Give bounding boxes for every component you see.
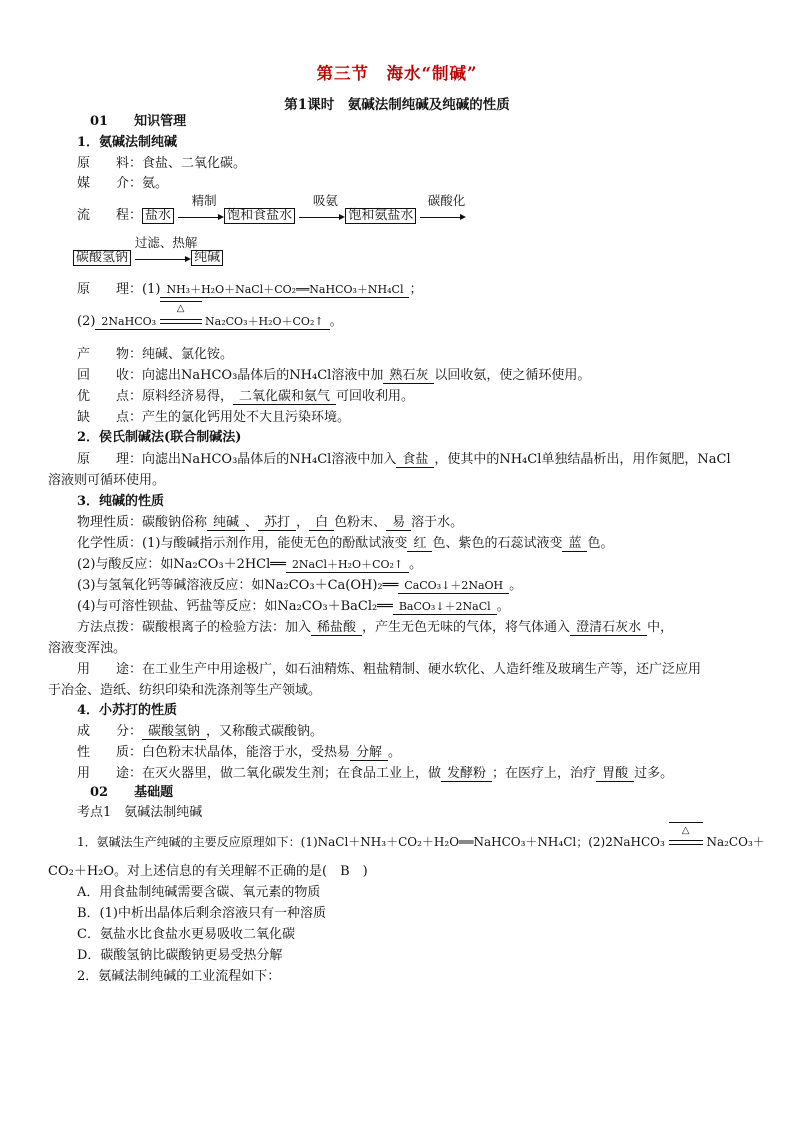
recovery-line: 回 收：向滤出NaHCO₃晶体后的NH₄Cl溶液中加 熟石灰 以回收氨，使之循环使用。 <box>77 368 591 383</box>
section-2-heading: 2．侯氏制碱法(联合制碱法) <box>77 430 242 445</box>
answer-blank: 二氧化碳和氨气 <box>233 390 336 405</box>
answer-blank: BaCO₃↓＋2NaCl <box>393 600 497 615</box>
hou-principle-line: 原 理：向滤出NaHCO₃晶体后的NH₄Cl溶液中加入 食盐 ，使其中的NH₄Cl单独结晶析出，用作氮肥，NaCl <box>77 452 731 467</box>
page-title: 第三节 海水“制碱” <box>316 64 478 83</box>
question-1-stem-line-2: CO₂＋H₂O。对上述信息的有关理解不正确的是( B ) <box>48 864 368 879</box>
lesson-subtitle: 第1课时 氨碱法制纯碱及纯碱的性质 <box>284 97 510 113</box>
heat-equals-sign: △ <box>160 315 202 329</box>
soda-uses-line-2: 于冶金、造纸、纺织印染和洗涤剂等生产领域。 <box>48 683 322 698</box>
section-4-heading: 4．小苏打的性质 <box>77 703 178 718</box>
question-2-stem: 2．氨碱法制纯碱的工业流程如下： <box>77 969 281 984</box>
answer-blank: 发酵粉 <box>441 767 492 782</box>
process-flow-line-2 <box>73 234 223 266</box>
answer-blank: 苏打 <box>258 516 296 531</box>
answer-blank: 胃酸 <box>596 767 634 782</box>
soda-uses-line: 用 途：在工业生产中用途极广，如石油精炼、粗盐精制、硬水软化、人造纤维及玻璃生产等，还广泛应用 <box>77 662 702 677</box>
physical-properties-line: 物理性质：碳酸钠俗称 纯碱 、 苏打 ， 白 色粉末、 易 溶于水。 <box>77 515 464 530</box>
answer-blank: 稀盐酸 <box>311 621 362 636</box>
advantage-line: 优 点：原料经济易得， 二氧化碳和氨气 可回收利用。 <box>77 389 415 404</box>
base-reaction-line: (3)与氢氧化钙等碱溶液反应：如Na₂CO₃＋Ca(OH)₂══ CaCO₃↓＋2NaOH 。 <box>77 578 523 593</box>
answer-blank: 分解 <box>350 746 388 761</box>
answer-blank: 纯碱 <box>207 516 245 531</box>
answer-blank: 红 <box>407 537 432 552</box>
answer-blank: 蓝 <box>562 537 587 552</box>
question-1-answer: B <box>340 864 350 879</box>
flow-box-soda-ash: 纯碱 <box>191 250 223 266</box>
answer-blank: 白 <box>309 516 334 531</box>
flow-arrow-refine: 精制 <box>178 209 224 223</box>
answer-blank: 2NaCl＋H₂O＋CO₂↑ <box>286 558 409 573</box>
heat-equals-sign: △ <box>669 836 703 850</box>
medium-line: 媒 介：氨。 <box>77 176 169 191</box>
option-a: A．用食盐制纯碱需要含碳、氧元素的物质 <box>77 885 321 900</box>
option-c: C．氨盐水比食盐水更易吸收二氧化碳 <box>77 927 295 942</box>
process-flow-line-1: 流 程： 盐水 精制 饱和食盐水 吸氨 饱和氨盐水 碳酸化 <box>77 192 466 223</box>
option-d: D．碳酸氢钠比碳酸钠更易受热分解 <box>77 948 283 963</box>
answer-blank: 碳酸氢钠 <box>142 725 206 740</box>
part-heading-basic: 02 基础题 <box>90 785 174 800</box>
answer-blank: 易 <box>386 516 411 531</box>
question-1-stem: 1．氨碱法生产纯碱的主要反应原理如下：(1)NaCl＋NH₃＋CO₂＋H₂O══NaHCO₃＋NH₄Cl；(2)2NaHCO₃ △ Na₂CO₃＋ <box>77 834 765 850</box>
answer-blank: 食盐 <box>396 453 434 468</box>
flow-arrow-filter-heat: 过滤、热解 <box>135 251 191 265</box>
flow-box-saturated-brine: 饱和食盐水 <box>224 208 295 224</box>
principle-1-line: 原 理：(1) NH₃＋H₂O＋NaCl＋CO₂══NaHCO₃＋NH₄Cl ； <box>77 282 423 297</box>
answer-blank: NH₃＋H₂O＋NaCl＋CO₂══NaHCO₃＋NH₄Cl <box>160 283 409 298</box>
answer-blank: 澄清石灰水 <box>570 621 647 636</box>
flow-box-ammonia-brine: 饱和氨盐水 <box>345 208 416 224</box>
flow-arrow-absorb-ammonia: 吸氨 <box>299 209 345 223</box>
flow-box-brine: 盐水 <box>142 208 174 224</box>
baking-soda-property-line: 性 质：白色粉末状晶体，能溶于水，受热易 分解 。 <box>77 745 402 760</box>
principle-2-line: (2) 2NaHCO₃ △ Na₂CO₃＋H₂O＋CO₂↑ 。 <box>77 303 343 329</box>
answer-blank: 熟石灰 <box>383 369 434 384</box>
disadvantage-line: 缺 点：产生的氯化钙用处不大且污染环境。 <box>77 410 351 425</box>
flow-arrow-carbonation: 碳酸化 <box>420 209 466 223</box>
key-point-1: 考点1 氨碱法制纯碱 <box>77 805 203 820</box>
method-tip-line: 方法点拨：碳酸根离子的检验方法：加入 稀盐酸 ，产生无色无味的气体，将气体通入 澄清石灰水 中， <box>77 620 674 635</box>
salt-reaction-line: (4)与可溶性钡盐、钙盐等反应：如Na₂CO₃＋BaCl₂══ BaCO₃↓＋2NaCl 。 <box>77 599 510 614</box>
section-1-heading: 1．氨碱法制纯碱 <box>77 135 178 150</box>
answer-blank: CaCO₃↓＋2NaOH <box>398 579 509 594</box>
baking-soda-composition-line: 成 分： 碳酸氢钠 ，又称酸式碳酸钠。 <box>77 724 324 739</box>
raw-material-line: 原 料：食盐、二氧化碳。 <box>77 156 247 171</box>
part-heading-knowledge: 01 知识管理 <box>90 114 187 129</box>
hou-principle-line-2: 溶液则可循环使用。 <box>48 473 166 488</box>
baking-soda-uses-line: 用 途：在灭火器里，做二氧化碳发生剂；在食品工业上，做 发酵粉 ；在医疗上，治疗 胃酸 过多。 <box>77 766 674 781</box>
option-b: B．(1)中析出晶体后剩余溶液只有一种溶质 <box>77 906 326 921</box>
flow-box-sodium-bicarbonate: 碳酸氢钠 <box>73 250 131 266</box>
acid-reaction-line: (2)与酸反应：如Na₂CO₃＋2HCl══ 2NaCl＋H₂O＋CO₂↑ 。 <box>77 557 423 572</box>
section-3-heading: 3．纯碱的性质 <box>77 494 165 509</box>
chemical-properties-line: 化学性质：(1)与酸碱指示剂作用，能使无色的酚酞试液变 红 色、紫色的石蕊试液变 蓝 色。 <box>77 536 614 551</box>
answer-blank: 2NaHCO₃ △ Na₂CO₃＋H₂O＋CO₂↑ <box>95 315 329 330</box>
product-line: 产 物：纯碱、氯化铵。 <box>77 347 234 362</box>
method-tip-line-2: 溶液变浑浊。 <box>48 641 127 656</box>
